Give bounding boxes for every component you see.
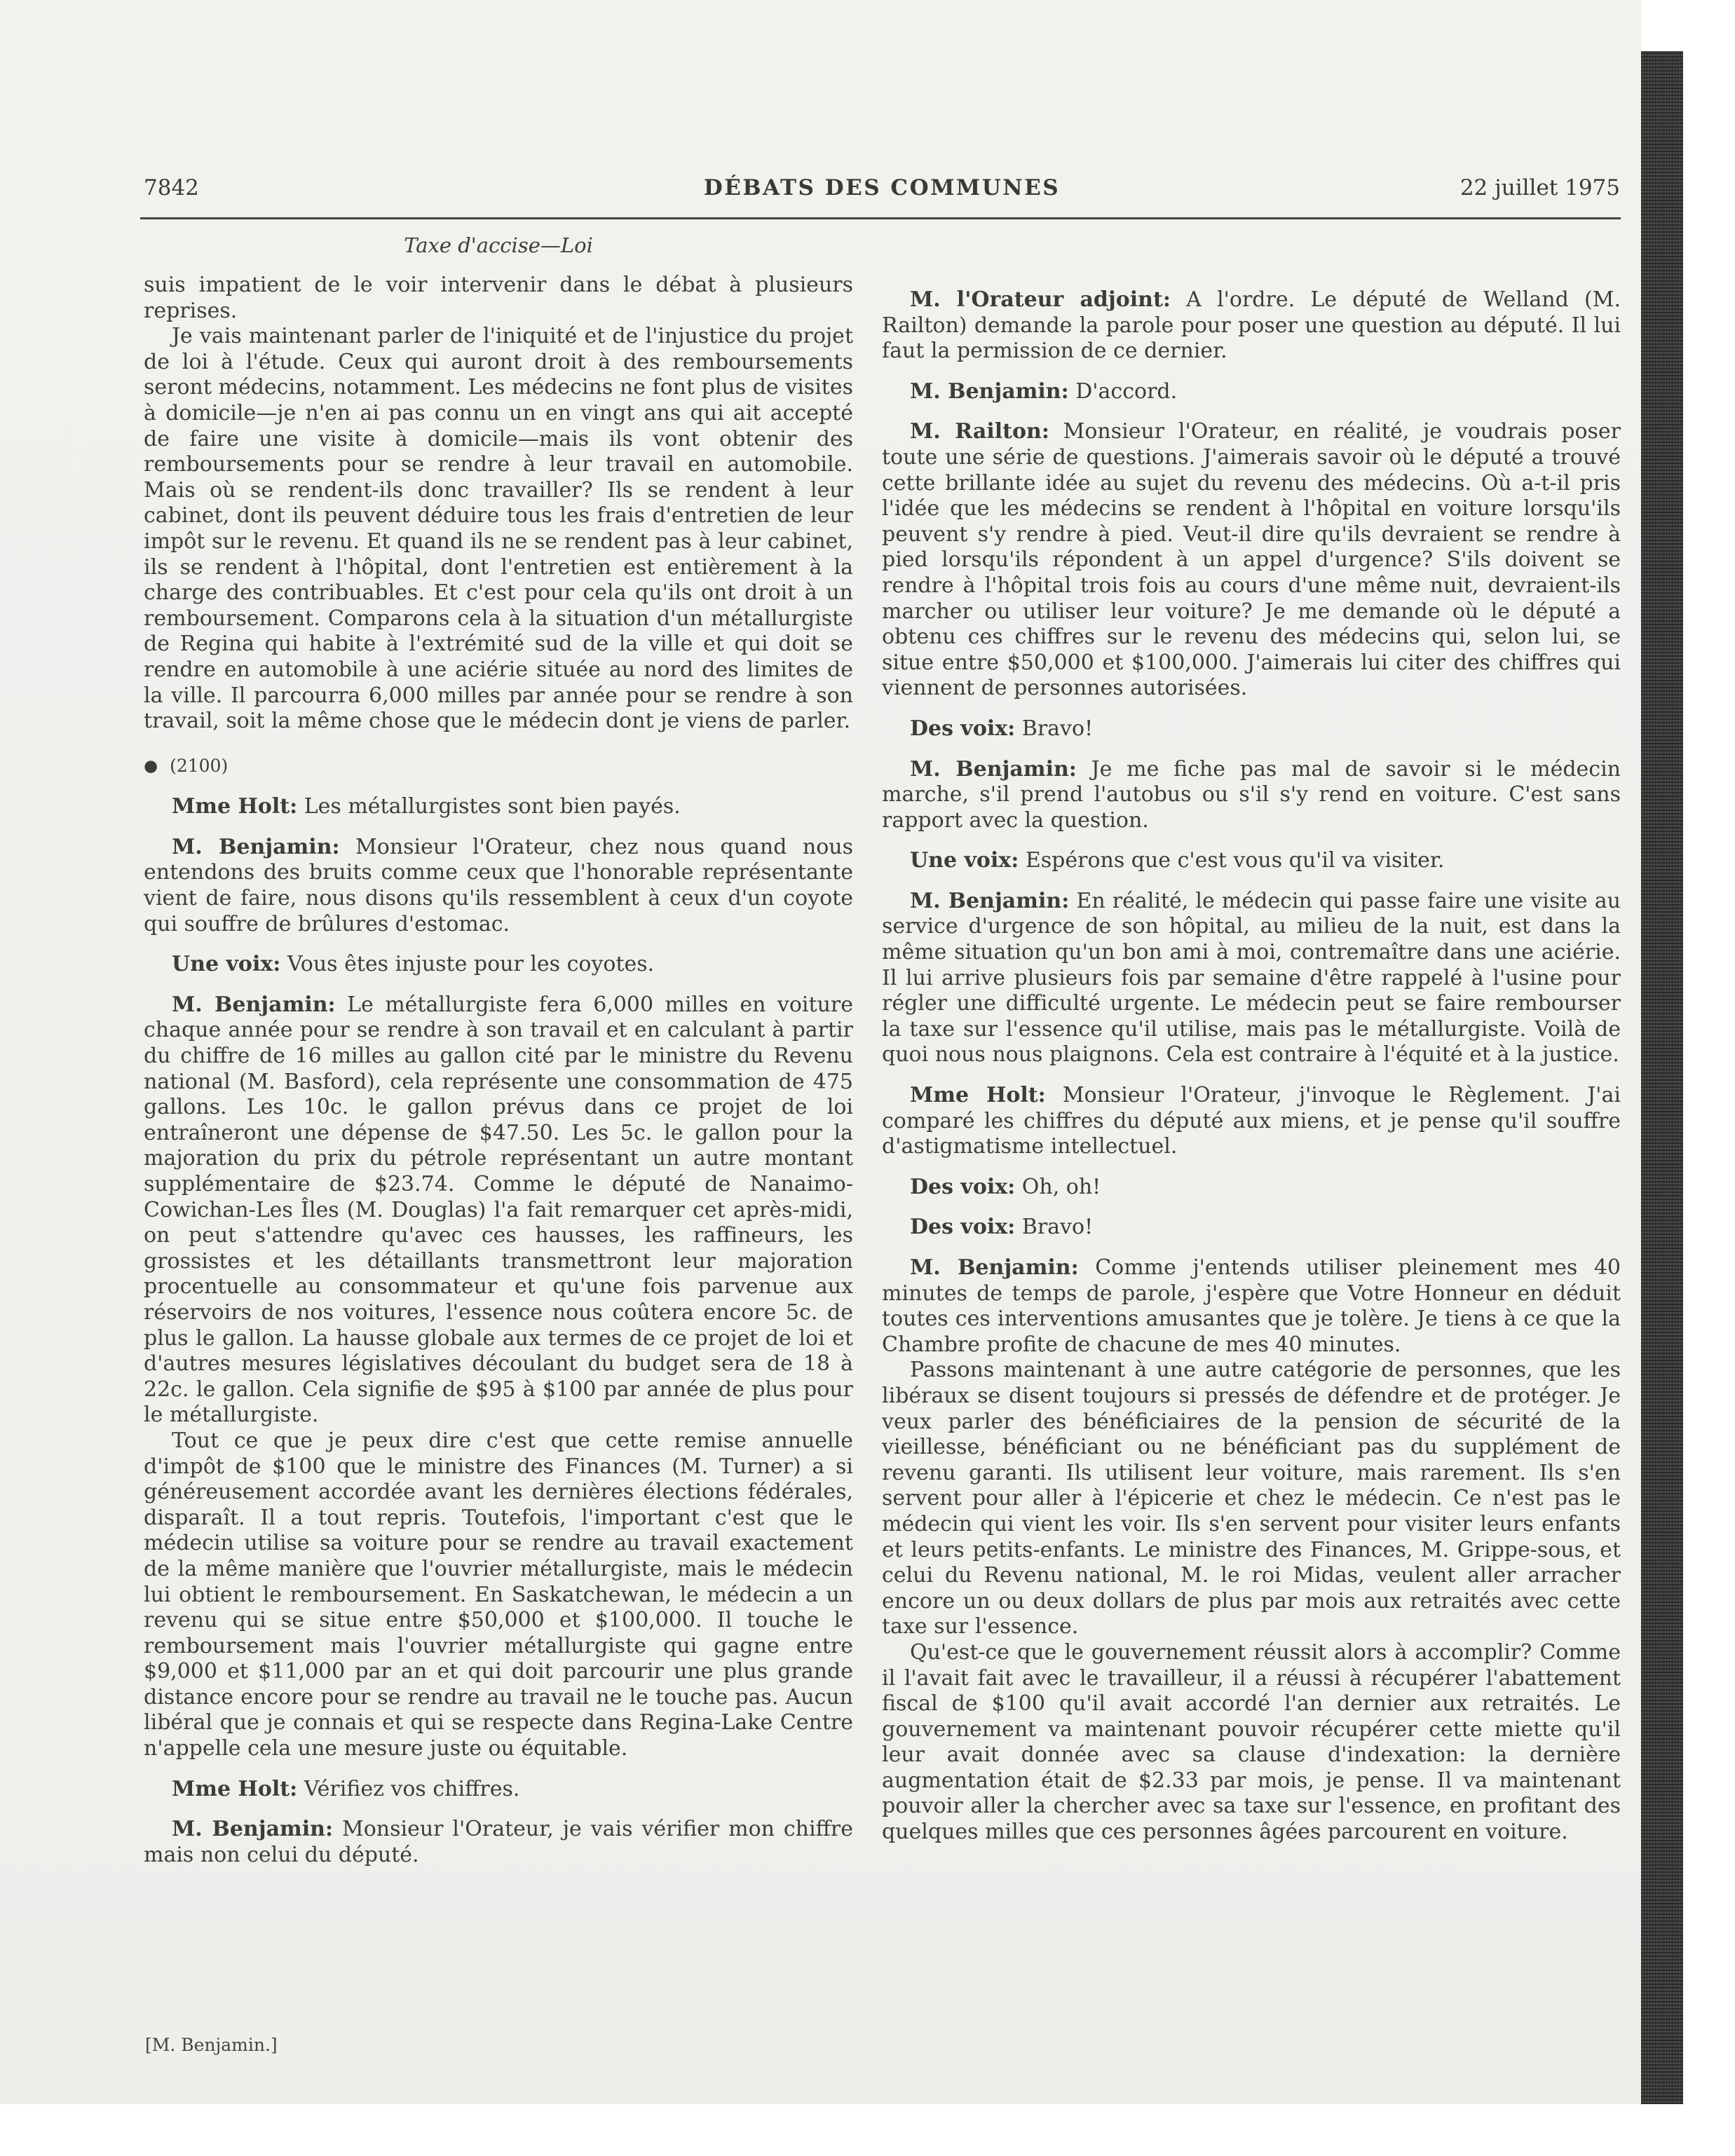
speech-paragraph: M. l'Orateur adjoint: A l'ordre. Le député de Welland (M. Railton) demande la parole pour poser une question au député. Il lui faut la permission de ce dernier.	[882, 287, 1621, 364]
speaker-name: Une voix:	[910, 848, 1019, 873]
speech-paragraph: Mme Holt: Monsieur l'Orateur, j'invoque le Règlement. J'ai comparé les chiffres du député aux miens, et je pense qu'il souffre d'astigmatisme intellectuel.	[882, 1083, 1621, 1159]
speaker-name: M. Benjamin:	[172, 834, 340, 859]
speech-paragraph: M. Benjamin: Comme j'entends utiliser pleinement mes 40 minutes de temps de parole, j'espère que Votre Honneur en déduit toutes ces interventions amusantes que je tolère. Je tiens à ce que la Chambre profite de chacune de mes 40 minutes.	[882, 1255, 1621, 1357]
document-title: DÉBATS DES COMMUNES	[703, 175, 1061, 200]
paragraph: Je vais maintenant parler de l'iniquité et de l'injustice du projet de loi à l'étude. Ceux qui auront droit à des remboursements seront médecins, notamment. Les médecins ne font plus de visites à domicile—je n'en ai pas connu un en vingt ans qui ait accepté de faire une visite à domicile—mais ils vont obtenir des remboursements pour se rendre à leur travail en automobile. Mais où se rendent-ils donc travailler? Ils se rendent à leur cabinet, dont ils peuvent déduire tous les frais d'entretien de leur impôt sur le revenu. Et quand ils ne se rendent pas à leur cabinet, ils se rendent à l'hôpital, dont l'entretien est entièrement à la charge des contribuables. Et c'est pour cela qu'ils ont droit à un remboursement. Comparons cela à la situation d'un métallurgiste de Regina qui habite à l'extrémité sud de la ville et qui doit se rendre en automobile à une aciérie située au nord des limites de la ville. Il parcourra 6,000 milles par année pour se rendre à son travail, soit la même chose que le médecin dont je viens de parler.	[144, 324, 853, 734]
bullet-icon: ●	[144, 756, 158, 775]
paragraph: Qu'est-ce que le gouvernement réussit alors à accomplir? Comme il l'avait fait avec le travailleur, il a réussi à récupérer l'abattement fiscal de $100 qu'il avait accordé l'an dernier aux retraités. Le gouvernement va maintenant pouvoir récupérer cette miette qu'il leur avait donnée avec sa clause d'indexation: la dernière augmentation était de $2.33 par mois, je pense. Il va maintenant pouvoir aller la chercher avec sa taxe sur l'essence, en profitant des quelques milles que ces personnes âgées parcourent en voiture.	[882, 1639, 1621, 1845]
speaker-name: M. Railton:	[910, 419, 1049, 444]
speech-paragraph: Mme Holt: Les métallurgistes sont bien payés.	[172, 794, 681, 819]
speech-paragraph: M. Benjamin: Monsieur l'Orateur, chez nous quand nous entendons des bruits comme ceux que l'honorable représentante vient de faire, nous disons qu'ils ressemblent à ceux d'un coyote qui souffre de brûlures d'estomac.	[144, 834, 853, 936]
right-column	[882, 273, 1621, 1845]
speech-paragraph: M. Benjamin: D'accord.	[910, 378, 1178, 404]
speech-paragraph: M. Benjamin: Monsieur l'Orateur, je vais vérifier mon chiffre mais non celui du député.	[144, 1817, 853, 1867]
speaker-name: M. Benjamin:	[910, 888, 1070, 913]
running-head: Taxe d'accise—Loi	[404, 233, 593, 257]
speaker-name: M. Benjamin:	[172, 992, 336, 1017]
speaker-name: Des voix:	[910, 1174, 1016, 1199]
speech-paragraph: Mme Holt: Vérifiez vos chiffres.	[172, 1776, 520, 1801]
speech-paragraph: Des voix: Bravo!	[910, 716, 1094, 741]
speaker-name: Une voix:	[172, 952, 281, 977]
speaker-name: Des voix:	[910, 716, 1016, 741]
speaker-name: M. l'Orateur adjoint:	[910, 287, 1171, 312]
speech-paragraph: Une voix: Espérons que c'est vous qu'il va visiter.	[910, 848, 1445, 873]
speaker-continuation-note: [M. Benjamin.]	[145, 2035, 278, 2055]
paragraph: Tout ce que je peux dire c'est que cette remise annuelle d'impôt de $100 que le ministre des Finances (M. Turner) a si généreusement accordée avant les dernières élections fédérales, disparaît. Il a tout repris. Toutefois, l'important c'est que le médecin utilise sa voiture pour se rendre au travail exactement de la même manière que l'ouvrier métallurgiste, mais le médecin lui obtient le remboursement. En Saskatchewan, le médecin a un revenu qui se situe entre $50,000 et $100,000. Il touche le remboursement mais l'ouvrier métallurgiste qui gagne entre $9,000 et $11,000 par an et qui doit parcourir une plus grande distance encore pour se rendre au travail ne le touche pas. Aucun libéral que je connais et qui se respecte dans Regina-Lake Centre n'appelle cela une mesure juste ou équitable.	[144, 1428, 853, 1761]
speaker-name: M. Benjamin:	[172, 1817, 334, 1842]
speech-paragraph: M. Benjamin: En réalité, le médecin qui passe faire une visite au service d'urgence de son hôpital, au milieu de la nuit, est dans la même situation qu'un bon ami à moi, contremaître dans une aciérie. Il lui arrive plusieurs fois par semaine d'être rappelé à l'usine pour régler une difficulté urgente. Le médecin peut se faire rembourser la taxe sur l'essence qu'il utilise, mais pas le métallurgiste. Voilà de quoi nous nous plaignons. Cela est contraire à l'équité et à la justice.	[882, 888, 1621, 1067]
speaker-name: Mme Holt:	[172, 794, 298, 819]
header-rule	[140, 217, 1621, 219]
left-column	[144, 273, 853, 1868]
book-binding-strip	[1641, 51, 1683, 2104]
paragraph: suis impatient de le voir intervenir dans le débat à plusieurs reprises.	[144, 273, 853, 323]
speech-paragraph: Une voix: Vous êtes injuste pour les coyotes.	[172, 952, 655, 977]
speaker-name: M. Benjamin:	[910, 378, 1069, 404]
page-number: 7842	[144, 175, 199, 200]
speaker-name: M. Benjamin:	[910, 1255, 1079, 1280]
page-header	[144, 175, 1620, 205]
speaker-name: M. Benjamin:	[910, 756, 1077, 782]
speech-paragraph: M. Benjamin: Je me fiche pas mal de savoir si le médecin marche, s'il prend l'autobus ou s'il s'y rend en voiture. C'est sans rapport avec la question.	[882, 756, 1621, 833]
speech-paragraph: Des voix: Oh, oh!	[910, 1174, 1101, 1199]
speaker-name: Mme Holt:	[910, 1083, 1046, 1108]
speech-paragraph: M. Benjamin: Le métallurgiste fera 6,000 milles en voiture chaque année pour se rendre à son travail et en calculant à partir du chiffre de 16 milles au gallon cité par le ministre du Revenu national (M. Basford), cela représente une consommation de 475 gallons. Les 10c. le gallon prévus dans ce projet de loi entraîneront une dépense de $47.50. Les 5c. le gallon pour la majoration du prix du pétrole représentant un autre montant supplémentaire de $23.74. Comme le député de Nanaimo-Cowichan-Les Îles (M. Douglas) l'a fait remarquer cet après-midi, on peut s'attendre qu'avec ces hausses, les raffineurs, les grossistes et les détaillants transmettront leur majoration procentuelle au consommateur et qu'une fois parvenue aux réservoirs de nos voitures, l'essence nous coûtera encore 5c. de plus le gallon. La hausse globale aux termes de ce projet de loi et d'autres mesures législatives découlant du budget sera de 18 à 22c. le gallon. Cela signifie de $95 à $100 par année de plus pour le métallurgiste.	[144, 992, 853, 1428]
page-date: 22 juillet 1975	[1460, 175, 1620, 200]
speech-paragraph: Des voix: Bravo!	[910, 1215, 1094, 1240]
time-marker: ● (2100)	[144, 755, 229, 776]
speaker-name: Des voix:	[910, 1215, 1016, 1240]
speech-paragraph: M. Railton: Monsieur l'Orateur, en réalité, je voudrais poser toute une série de questions. J'aimerais savoir où le député a trouvé cette brillante idée au sujet du revenu des médecins. Où a-t-il pris l'idée que les médecins se rendent à l'hôpital en voiture lorsqu'ils peuvent s'y rendre à pied. Veut-il dire qu'ils devraient se rendre à pied lorsqu'ils répondent à un appel d'urgence? S'ils doivent se rendre à l'hôpital trois fois au cours d'une même nuit, devraient-ils marcher ou utiliser leur voiture? Je me demande où le député a obtenu ces chiffres sur le revenu des médecins qui, selon lui, se situe entre $50,000 et $100,000. J'aimerais lui citer des chiffres qui viennent de personnes autorisées.	[882, 419, 1621, 701]
paragraph: Passons maintenant à une autre catégorie de personnes, que les libéraux se disent toujours si pressés de défendre et de protéger. Je veux parler des bénéficiaires de la pension de sécurité de la vieillesse, bénéficiant ou ne bénéficiant pas du supplément de revenu garanti. Ils utilisent leur voiture, mais rarement. Ils s'en servent pour aller à l'épicerie et chez le médecin. Ce n'est pas le médecin qui vient les voir. Ils s'en servent pour visiter leurs enfants et leurs petits-enfants. Le ministre des Finances, M. Grippe-sous, et celui du Revenu national, M. le roi Midas, veulent aller arracher encore un ou deux dollars de plus par mois aux retraités avec cette taxe sur l'essence.	[882, 1358, 1621, 1639]
speaker-name: Mme Holt:	[172, 1776, 298, 1801]
